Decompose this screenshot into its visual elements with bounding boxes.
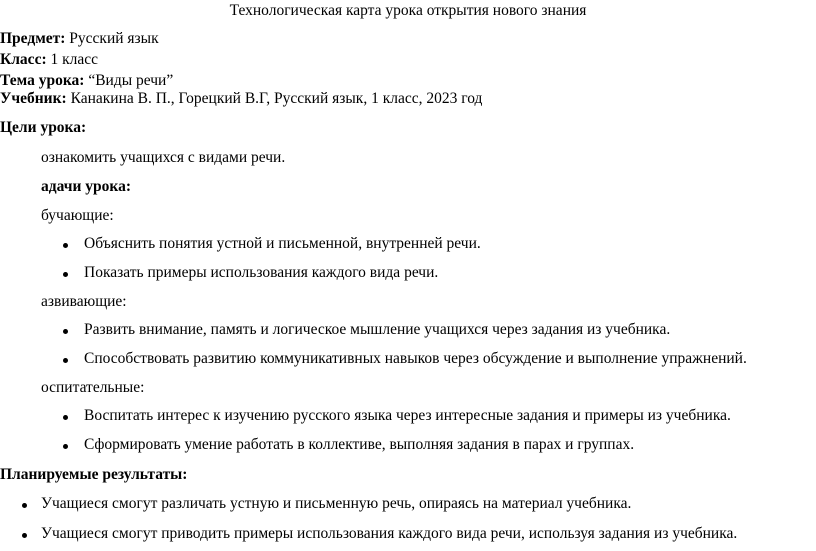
bullet-icon (22, 503, 27, 508)
tasks-heading: адачи урока: (41, 178, 131, 195)
bullet-icon (63, 243, 68, 248)
list-item: Способствовать развитию коммуникативных навыков через обсуждение и выполнение упражнений. (84, 350, 747, 367)
meta-topic-label: Тема урока: (0, 72, 85, 89)
meta-subject-value: Русский язык (65, 30, 159, 47)
bullet-icon (63, 358, 68, 363)
meta-textbook-value: Канакина В. П., Горецкий В.Г, Русский язык, 1 класс, 2023 год (66, 90, 483, 107)
educational-heading: бучающие: (41, 207, 114, 224)
developing-heading: азвивающие: (41, 293, 127, 310)
list-item: Объяснить понятия устной и письменной, внутренней речи. (84, 235, 481, 252)
list-item: Развить внимание, память и логическое мышление учащихся через задания из учебника. (84, 321, 671, 338)
goals-heading: Цели урока: (0, 119, 87, 136)
meta-class-value: 1 класс (46, 51, 99, 68)
meta-topic-value: “Виды речи” (84, 72, 174, 89)
meta-subject (0, 29, 159, 49)
results-heading: Планируемые результаты: (0, 466, 188, 483)
list-item: Учащиеся смогут различать устную и письменную речь, опираясь на материал учебника. (41, 495, 632, 512)
upbringing-heading: оспитательные: (41, 379, 145, 396)
meta-class-label: Класс: (0, 51, 47, 68)
meta-class (0, 50, 98, 70)
list-item: Сформировать умение работать в коллективе, выполняя задания в парах и группах. (84, 436, 635, 453)
document-title: Технологическая карта урока открытия нового знания (229, 2, 587, 19)
goal-text: ознакомить учащихся с видами речи. (41, 149, 286, 166)
list-item: Воспитать интерес к изучению русского языка через интересные задания и примеры из учебника. (84, 407, 731, 424)
bullet-icon (63, 415, 68, 420)
meta-textbook (0, 89, 482, 109)
bullet-icon (63, 329, 68, 334)
bullet-icon (22, 533, 27, 538)
bullet-icon (63, 444, 68, 449)
list-item: Показать примеры использования каждого вида речи. (84, 264, 439, 281)
meta-textbook-label: Учебник: (0, 90, 67, 107)
bullet-icon (63, 272, 68, 277)
meta-topic (0, 71, 173, 91)
list-item: Учащиеся смогут приводить примеры использования каждого вида речи, используя задания из учебника. (41, 525, 738, 542)
meta-subject-label: Предмет: (0, 30, 66, 47)
